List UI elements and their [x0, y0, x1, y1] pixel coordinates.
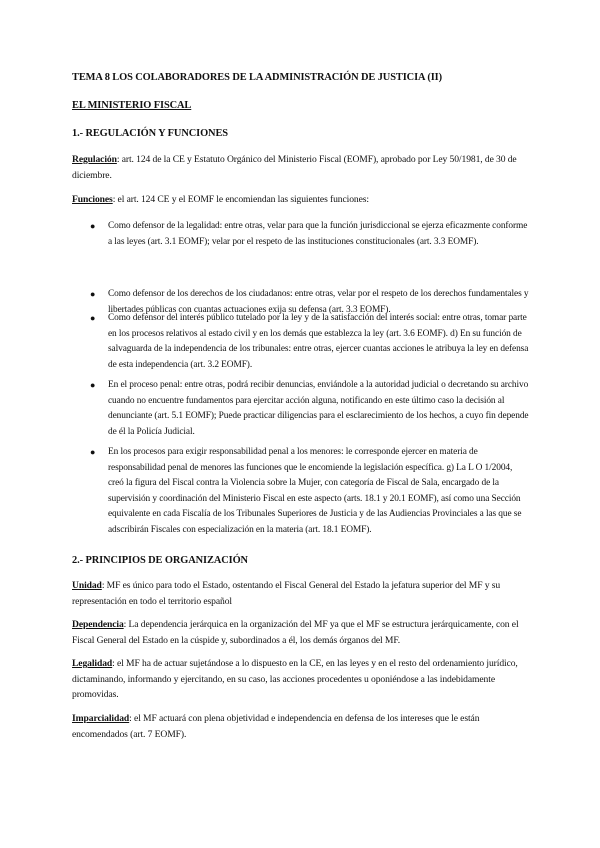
bullet-icon: ● [90, 313, 96, 323]
section-1-heading: 1.- REGULACIÓN Y FUNCIONES [72, 128, 228, 139]
principle-label: Dependencia [72, 619, 124, 630]
list-item: Como defensor de la legalidad: entre otras, velar para que la función jurisdiccional se ejerza eficazmente conforme a las leyes (art. 3.1 EOMF); velar por el respeto de las instituciones constitucionales (art. 3.3 EOMF). [108, 221, 528, 247]
principle-text: : MF es único para todo el Estado, ostentando el Fiscal General del Estado la jefatura superior del MF y su representación en todo el territorio español [72, 580, 501, 607]
funciones-paragraph [72, 192, 530, 208]
principle-label: Legalidad [72, 658, 113, 669]
funciones-text: : el art. 124 CE y el EOMF le encomiendan las siguientes funciones: [112, 194, 369, 205]
principle-legalidad [72, 656, 530, 703]
bullet-icon: ● [90, 447, 96, 457]
principle-unidad [72, 578, 530, 609]
document-subtitle: EL MINISTERIO FISCAL [72, 100, 192, 111]
principle-text: : el MF actuará con plena objetividad e independencia en defensa de los intereses que le están encomendados (art. 7 EOMF). [72, 713, 480, 740]
section-2-heading: 2.- PRINCIPIOS DE ORGANIZACIÓN [72, 555, 248, 566]
principle-text: : La dependencia jerárquica en la organización del MF ya que el MF se estructura jerárquicamente, con el Fiscal General del Estado en la cúspide y, subordinados a él, los demás órganos del MF. [72, 619, 519, 646]
regulacion-label: Regulación [72, 154, 117, 165]
list-item: Como defensor del interés público tutelado por la ley y de la satisfacción del interés social: entre otras, tomar parte en los procesos relativos al estado civil y en los demás que establezca la ley (art. 3.6 EOMF). d) En su función de salvaguarda de la independencia de los tribunales: entre otras, ejercer cuantas acciones le atribuya la ley en defensa de esta independencia (art. 3.2 EOMF). [108, 313, 529, 370]
list-item: Como defensor de los derechos de los ciudadanos: entre otras, velar por el respeto de los derechos fundamentales y libertades públicas con cuantas actuaciones exija su defensa (art. 3.3 EOMF). [108, 289, 529, 315]
list-item: En los procesos para exigir responsabilidad penal a los menores: le corresponde ejercer en materia de responsabilidad penal de menores las funciones que le encomiende la legislación específica. g) La L O 1/2004, creó la figura del Fiscal contra la Violencia sobre la Mujer, con categoría de Fiscal de Sala, encargado de la supervisión y coordinación del Ministerio Fiscal en este aspecto (arts. 18.1 y 20.1 EOMF), así como una Sección equivalente en cada Fiscalía de los Tribunales Superiores de Justicia y de las Audiencias Provinciales a las que se adscribirán Fiscales con especialización en la materia (art. 18.1 EOMF). [108, 447, 522, 535]
regulacion-text: : art. 124 de la CE y Estatuto Orgánico del Ministerio Fiscal (EOMF), aprobado por Ley 50/1981, de 30 de diciembre. [72, 154, 517, 181]
bullet-icon: ● [90, 221, 96, 231]
document-title: TEMA 8 LOS COLABORADORES DE LA ADMINISTRACIÓN DE JUSTICIA (II) [72, 72, 442, 83]
bullet-icon: ● [90, 380, 96, 390]
principle-text: : el MF ha de actuar sujetándose a lo dispuesto en la CE, en las leyes y en el resto del ordenamiento jurídico, dictaminando, informando y ejercitando, en su caso, las acciones procedentes u oponiéndose a las indebidamente promovidas. [72, 658, 518, 700]
principle-label: Imparcialidad [72, 713, 130, 724]
principle-label: Unidad [72, 580, 102, 591]
principle-dependencia [72, 617, 530, 648]
funciones-label: Funciones [72, 194, 113, 205]
principle-imparcialidad [72, 711, 530, 742]
regulacion-paragraph [72, 152, 530, 183]
list-item: En el proceso penal: entre otras, podrá recibir denuncias, enviándole a la autoridad judicial o decretando su archivo cuando no encuentre fundamentos para ejercitar acción alguna, notificando en este último caso la decisión al denunciante (art. 5.1 EOMF); Puede practicar diligencias para el esclarecimiento de los hechos, a cuyo fin depende de él la Policía Judicial. [108, 380, 529, 437]
bullet-icon: ● [90, 289, 96, 299]
